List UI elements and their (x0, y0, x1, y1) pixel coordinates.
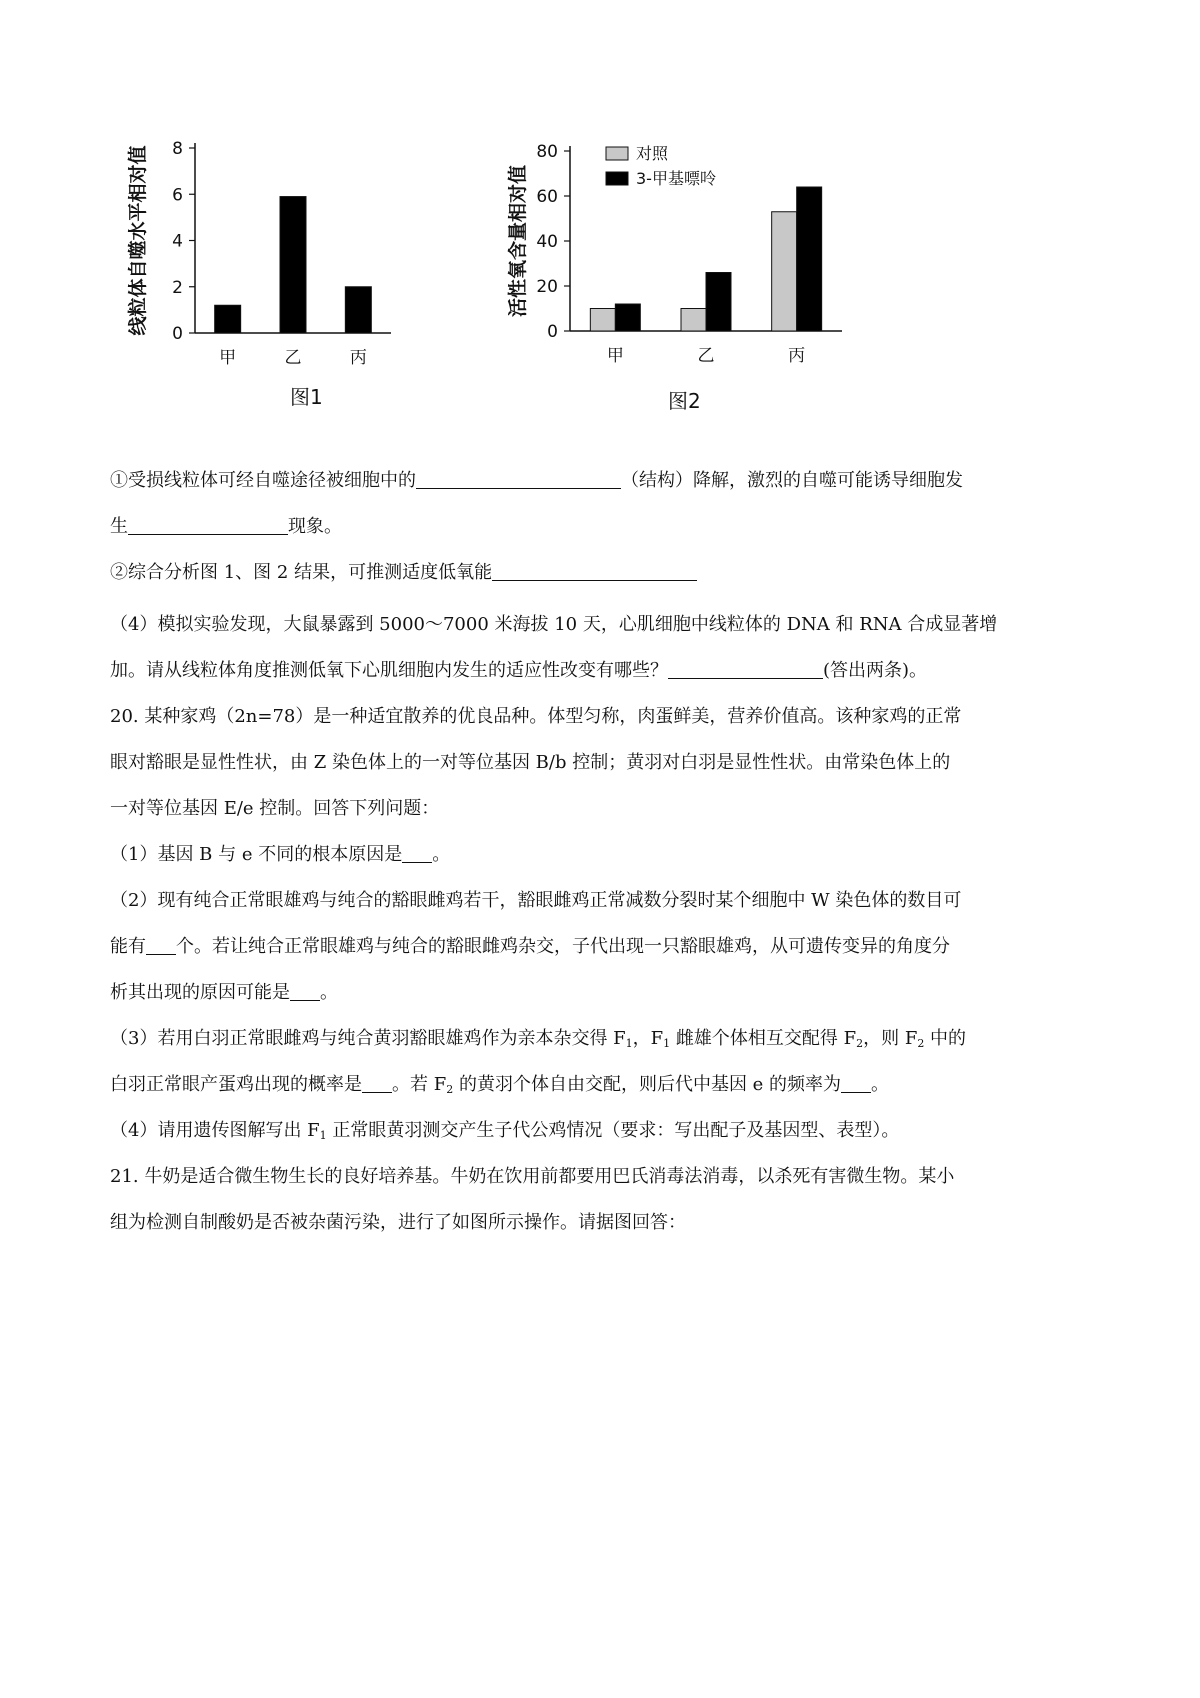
text-line: （4）模拟实验发现，大鼠暴露到 5000～7000 米海拔 10 天，心肌细胞中线粒体的 DNA 和 RNA 合成显著增 (110, 614, 998, 635)
legend-swatch (606, 172, 628, 185)
legend-label: 3-甲基嘌呤 (636, 169, 716, 188)
x-tick-label: 乙 (697, 346, 715, 366)
chart-2 (507, 135, 870, 380)
y-axis-label: 活性氧含量相对值 (507, 164, 529, 318)
text-line: 组为检测自制酸奶是否被杂菌污染，进行了如图所示操作。请据图回答： (110, 1212, 686, 1233)
text-line: 加。请从线粒体角度推测低氧下心肌细胞内发生的适应性改变有哪些？ (答出两条)。 (110, 660, 928, 681)
bar (280, 197, 306, 333)
y-tick-label: 20 (536, 277, 558, 297)
bar (772, 212, 797, 331)
answer-blank (492, 560, 697, 581)
text-line: 生 现象。 (110, 516, 342, 537)
answer-blank (668, 658, 823, 679)
answer-blank (146, 934, 176, 955)
x-tick-label: 丙 (349, 348, 367, 368)
y-tick-label: 80 (536, 142, 558, 162)
x-tick-label: 乙 (284, 348, 302, 368)
figure-2-caption: 图2 (668, 389, 701, 413)
y-tick-label: 6 (172, 185, 183, 206)
x-tick-label: 甲 (606, 346, 624, 366)
answer-blank (416, 468, 621, 489)
text-line: （1）基因 B 与 e 不同的根本原因是 。 (110, 844, 451, 865)
text-line: 20. 某种家鸡（2n=78）是一种适宜散养的优良品种。体型匀称，肉蛋鲜美，营养价值高。该种家鸡的正常 (110, 706, 962, 727)
answer-blank (402, 842, 432, 863)
bar (706, 273, 731, 332)
y-tick-label: 2 (172, 277, 183, 298)
legend-swatch (606, 147, 628, 160)
text-line: 21. 牛奶是适合微生物生长的良好培养基。牛奶在饮用前都要用巴氏消毒法消毒，以杀死有害微生物。某小 (110, 1166, 955, 1187)
question-text (110, 458, 1100, 1246)
text-line: 析其出现的原因可能是 。 (110, 982, 338, 1003)
bar (615, 304, 640, 331)
text-line: 白羽正常眼产蛋鸡出现的概率是 。若 $F_2$ 的黄羽个体自由交配，则后代中基因 e 的频率为 。 (110, 1074, 890, 1096)
bar (797, 187, 822, 331)
figure-2 (507, 135, 870, 380)
answer-blank (841, 1072, 871, 1093)
y-tick-label: 8 (172, 139, 183, 159)
bar (590, 309, 615, 332)
x-tick-label: 丙 (788, 346, 806, 366)
text-line: ②综合分析图 1、图 2 结果，可推测适度低氧能 (110, 550, 1100, 596)
text-line: （3）若用白羽正常眼雌鸡与纯合黄羽豁眼雄鸡作为亲本杂交得 $F_1$，$F_1$ 雌雄个体相互交配得 $F_2$，则 $F_2$ 中的 (110, 1028, 967, 1050)
text-line: 能有 个。若让纯合正常眼雄鸡与纯合的豁眼雌鸡杂交，子代出现一只豁眼雄鸡，从可遗传变异的角度分 (110, 936, 950, 957)
answer-blank (290, 980, 320, 1001)
legend-label: 对照 (636, 144, 669, 163)
text-line: ①受损线粒体可经自噬途径被细胞中的 （结构）降解，激烈的自噬可能诱导细胞发 (110, 470, 963, 491)
text-line: （2）现有纯合正常眼雄鸡与纯合的豁眼雌鸡若干，豁眼雌鸡正常减数分裂时某个细胞中 W 染色体的数目可 (110, 890, 962, 911)
y-tick-label: 0 (172, 324, 183, 344)
text-line: 眼对豁眼是显性性状，由 Z 染色体上的一对等位基因 B/b 控制；黄羽对白羽是显性性状。由常染色体上的 (110, 752, 951, 773)
text-line: （4）请用遗传图解写出 $F_1$ 正常眼黄羽测交产生子代公鸡情况（要求：写出配子及基因型、表型）。 (110, 1120, 900, 1142)
bar (215, 305, 241, 333)
y-tick-label: 40 (536, 232, 558, 252)
y-tick-label: 4 (172, 231, 183, 252)
figure-1-caption: 图1 (290, 385, 323, 409)
y-axis-label: 线粒体自噬水平相对值 (127, 145, 149, 336)
y-tick-label: 0 (547, 322, 558, 342)
text-line: 一对等位基因 E/e 控制。回答下列问题： (110, 798, 440, 819)
answer-blank (362, 1072, 392, 1093)
bar (681, 309, 706, 332)
bar (345, 287, 371, 333)
y-tick-label: 60 (536, 187, 558, 207)
answer-blank (128, 514, 288, 535)
figure-1 (127, 135, 420, 380)
x-tick-label: 甲 (219, 348, 237, 368)
chart-1 (127, 135, 420, 380)
